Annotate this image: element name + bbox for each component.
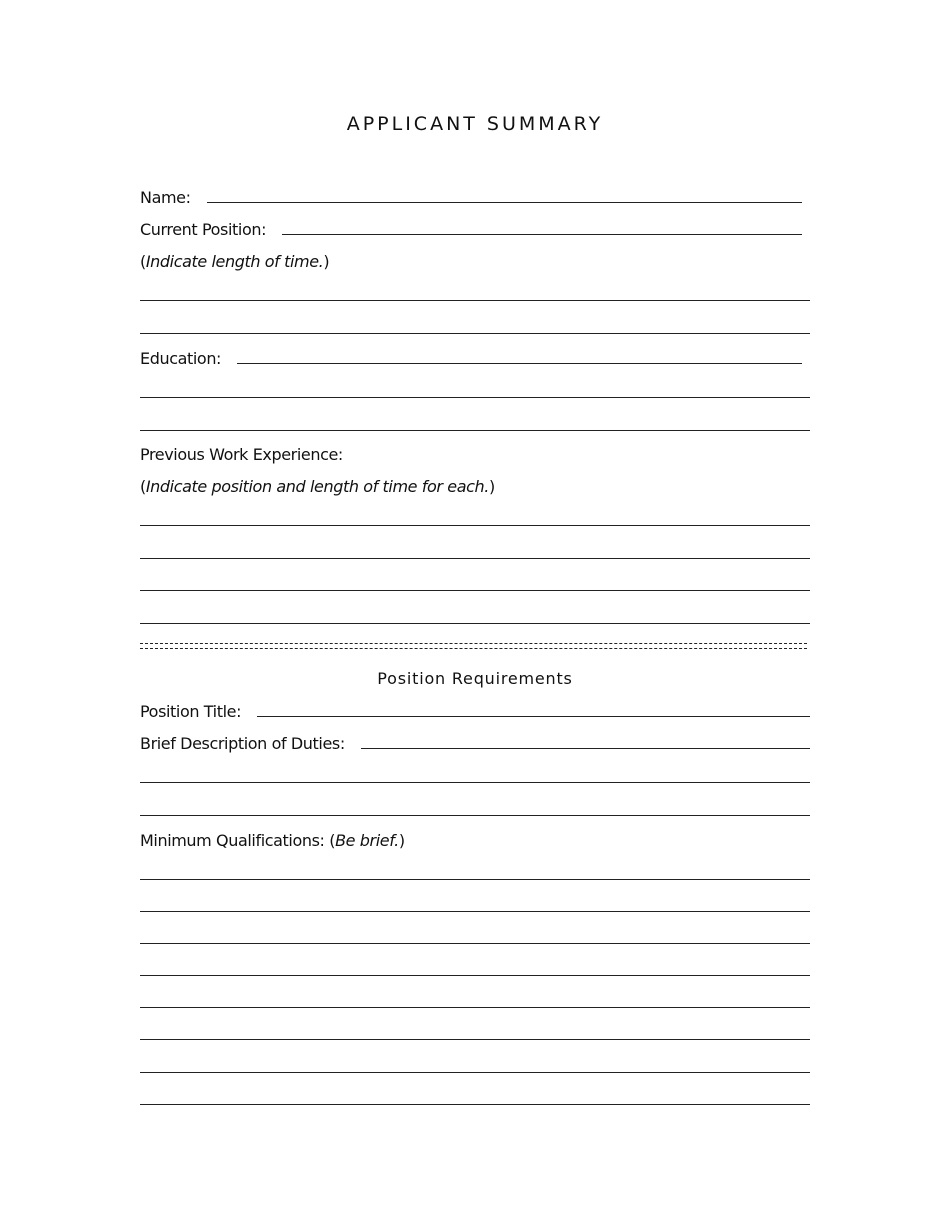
section-divider	[140, 643, 807, 649]
education-line-2[interactable]	[140, 430, 810, 431]
position-title-row	[140, 698, 810, 722]
previous-work-hint: (Indicate position and length of time for each.)	[140, 477, 495, 496]
min-qualifications-line-6[interactable]	[140, 1039, 810, 1040]
duties-row	[140, 730, 810, 754]
previous-work-row	[140, 441, 810, 465]
min-qualifications-line-5[interactable]	[140, 1007, 810, 1008]
current-position-row	[140, 216, 810, 240]
min-qualifications-line-3[interactable]	[140, 943, 810, 944]
previous-work-line-3[interactable]	[140, 590, 810, 591]
current-position-label: Current Position:	[140, 220, 267, 239]
current-position-field[interactable]	[282, 234, 802, 235]
min-qualifications-line-4[interactable]	[140, 975, 810, 976]
min-qualifications-line-1[interactable]	[140, 879, 810, 880]
min-qualifications-line-2[interactable]	[140, 911, 810, 912]
previous-work-line-4[interactable]	[140, 623, 810, 624]
min-qualifications-line-8[interactable]	[140, 1104, 810, 1105]
previous-work-hint-row	[140, 473, 810, 497]
current-position-line-1[interactable]	[140, 300, 810, 301]
previous-work-label: Previous Work Experience:	[140, 445, 343, 464]
duties-field[interactable]	[361, 748, 810, 749]
position-title-field[interactable]	[257, 716, 810, 717]
education-field[interactable]	[237, 363, 802, 364]
min-qualifications-row	[140, 827, 810, 851]
name-field[interactable]	[207, 202, 802, 203]
position-title-label: Position Title:	[140, 702, 242, 721]
education-line-1[interactable]	[140, 397, 810, 398]
name-row	[140, 184, 810, 208]
previous-work-line-1[interactable]	[140, 525, 810, 526]
page-title: APPLICANT SUMMARY	[346, 113, 604, 135]
min-qualifications-line-7[interactable]	[140, 1072, 810, 1073]
education-label: Education:	[140, 349, 222, 368]
duties-line-1[interactable]	[140, 782, 810, 783]
current-position-hint: (Indicate length of time.)	[140, 252, 330, 271]
min-qualifications-label: Minimum Qualifications: (Be brief.)	[140, 831, 405, 850]
min-qualifications-label-text: Minimum Qualifications:	[140, 831, 325, 850]
previous-work-line-2[interactable]	[140, 558, 810, 559]
previous-work-hint-text: Indicate position and length of time for each.	[145, 477, 489, 496]
current-position-line-2[interactable]	[140, 333, 810, 334]
position-requirements-heading: Position Requirements	[377, 669, 573, 688]
min-qualifications-hint: Be brief.	[335, 831, 399, 850]
education-row	[140, 345, 810, 369]
duties-label: Brief Description of Duties:	[140, 734, 345, 753]
current-position-hint-row	[140, 248, 810, 272]
duties-line-2[interactable]	[140, 815, 810, 816]
name-label: Name:	[140, 188, 191, 207]
current-position-hint-text: Indicate length of time.	[145, 252, 324, 271]
